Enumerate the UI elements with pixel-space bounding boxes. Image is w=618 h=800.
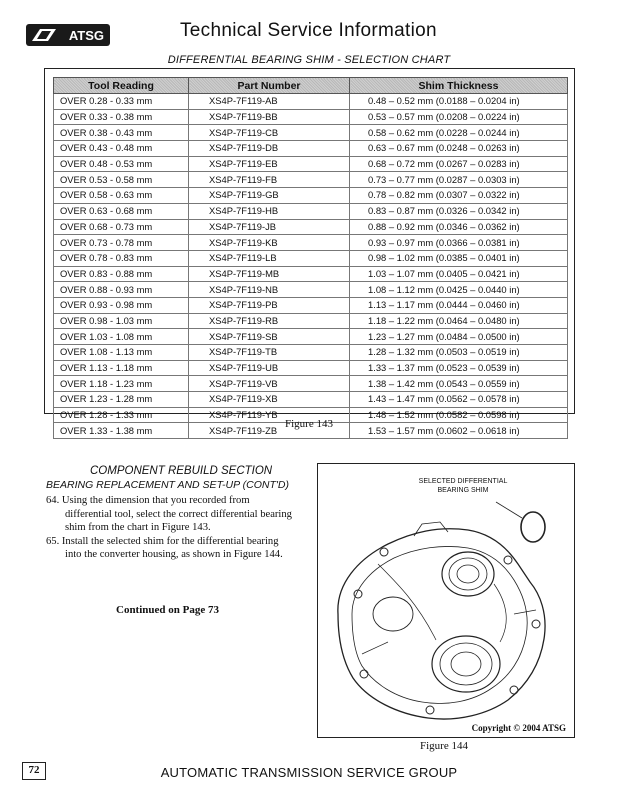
part-number-cell: XS4P-7F119-KB — [189, 235, 350, 251]
tool-reading-cell: OVER 1.18 - 1.23 mm — [54, 376, 189, 392]
shim-thickness-cell: 1.33 – 1.37 mm (0.0523 – 0.0539 in) — [350, 360, 568, 376]
tool-reading-cell: OVER 0.33 - 0.38 mm — [54, 109, 189, 125]
shim-thickness-cell: 0.58 – 0.62 mm (0.0228 – 0.0244 in) — [350, 125, 568, 141]
shim-thickness-cell: 1.23 – 1.27 mm (0.0484 – 0.0500 in) — [350, 329, 568, 345]
table-row — [54, 345, 568, 361]
part-number-cell: XS4P-7F119-BB — [189, 109, 350, 125]
tool-reading-cell: OVER 0.68 - 0.73 mm — [54, 219, 189, 235]
part-number-cell: XS4P-7F119-MB — [189, 266, 350, 282]
shim-thickness-cell: 1.43 – 1.47 mm (0.0562 – 0.0578 in) — [350, 392, 568, 408]
part-number-cell: XS4P-7F119-PB — [189, 297, 350, 313]
shim-thickness-cell: 1.38 – 1.42 mm (0.0543 – 0.0559 in) — [350, 376, 568, 392]
tool-reading-cell: OVER 0.83 - 0.88 mm — [54, 266, 189, 282]
tool-reading-cell: OVER 0.98 - 1.03 mm — [54, 313, 189, 329]
part-number-cell: XS4P-7F119-GB — [189, 188, 350, 204]
shim-thickness-cell: 0.98 – 1.02 mm (0.0385 – 0.0401 in) — [350, 250, 568, 266]
shim-thickness-cell: 1.53 – 1.57 mm (0.0602 – 0.0618 in) — [350, 423, 568, 439]
part-number-cell: XS4P-7F119-ZB — [189, 423, 350, 439]
tool-reading-cell: OVER 0.53 - 0.58 mm — [54, 172, 189, 188]
table-row — [54, 266, 568, 282]
part-number-cell: XS4P-7F119-HB — [189, 203, 350, 219]
part-number-cell: XS4P-7F119-VB — [189, 376, 350, 392]
table-row — [54, 141, 568, 157]
converter-housing-illustration — [318, 464, 573, 736]
tool-reading-cell: OVER 1.23 - 1.28 mm — [54, 392, 189, 408]
column-header-part-number: Part Number — [189, 78, 350, 94]
part-number-cell: XS4P-7F119-EB — [189, 156, 350, 172]
tool-reading-cell: OVER 1.13 - 1.18 mm — [54, 360, 189, 376]
figure-143-caption: Figure 143 — [285, 418, 333, 430]
tool-reading-cell: OVER 0.58 - 0.63 mm — [54, 188, 189, 204]
tool-reading-cell: OVER 0.28 - 0.33 mm — [54, 94, 189, 110]
tool-reading-cell: OVER 0.88 - 0.93 mm — [54, 282, 189, 298]
shim-thickness-cell: 0.73 – 0.77 mm (0.0287 – 0.0303 in) — [350, 172, 568, 188]
section-title: COMPONENT REBUILD SECTION — [90, 465, 273, 477]
part-number-cell: XS4P-7F119-DB — [189, 141, 350, 157]
table-row — [54, 109, 568, 125]
part-number-cell: XS4P-7F119-FB — [189, 172, 350, 188]
tool-reading-cell: OVER 0.38 - 0.43 mm — [54, 125, 189, 141]
table-header-row — [54, 78, 568, 94]
atsg-logo-mark-icon — [31, 28, 57, 42]
column-header-tool-reading: Tool Reading — [54, 78, 189, 94]
section-subtitle: BEARING REPLACEMENT AND SET-UP (CONT'D) — [46, 479, 289, 491]
table-row — [54, 360, 568, 376]
table-row — [54, 329, 568, 345]
table-row — [54, 94, 568, 110]
table-row — [54, 282, 568, 298]
table-row — [54, 156, 568, 172]
part-number-cell: XS4P-7F119-XB — [189, 392, 350, 408]
tool-reading-cell: OVER 0.48 - 0.53 mm — [54, 156, 189, 172]
figure-144-caption: Figure 144 — [420, 740, 468, 752]
table-row — [54, 125, 568, 141]
table-row — [54, 297, 568, 313]
shim-thickness-cell: 0.63 – 0.67 mm (0.0248 – 0.0263 in) — [350, 141, 568, 157]
tool-reading-cell: OVER 0.93 - 0.98 mm — [54, 297, 189, 313]
shim-thickness-cell: 0.68 – 0.72 mm (0.0267 – 0.0283 in) — [350, 156, 568, 172]
shim-callout-label: SELECTED DIFFERENTIAL BEARING SHIM — [418, 478, 508, 494]
table-body — [54, 94, 568, 439]
part-number-cell: XS4P-7F119-YB — [189, 407, 350, 423]
tool-reading-cell: OVER 0.63 - 0.68 mm — [54, 203, 189, 219]
chart-title: DIFFERENTIAL BEARING SHIM - SELECTION CHART — [167, 54, 451, 66]
tool-reading-cell: OVER 1.08 - 1.13 mm — [54, 345, 189, 361]
part-number-cell: XS4P-7F119-AB — [189, 94, 350, 110]
table-row — [54, 250, 568, 266]
footer-text: AUTOMATIC TRANSMISSION SERVICE GROUP — [160, 765, 458, 780]
logo-text: ATSG — [68, 27, 104, 43]
table-row — [54, 172, 568, 188]
step-65: 65. Install the selected shim for the differential bearing into the converter housing, as shown in Figure 144. — [46, 535, 283, 561]
part-number-cell: XS4P-7F119-TB — [189, 345, 350, 361]
tool-reading-cell: OVER 0.78 - 0.83 mm — [54, 250, 189, 266]
copyright-notice: Copyright © 2004 ATSG — [471, 723, 566, 733]
part-number-cell: XS4P-7F119-CB — [189, 125, 350, 141]
table-row — [54, 235, 568, 251]
tool-reading-cell: OVER 0.43 - 0.48 mm — [54, 141, 189, 157]
part-number-cell: XS4P-7F119-RB — [189, 313, 350, 329]
shim-thickness-cell: 0.78 – 0.82 mm (0.0307 – 0.0322 in) — [350, 188, 568, 204]
page-header-title: Technical Service Information — [180, 20, 437, 41]
tool-reading-cell: OVER 0.73 - 0.78 mm — [54, 235, 189, 251]
tool-reading-cell: OVER 1.28 - 1.33 mm — [54, 407, 189, 423]
part-number-cell: XS4P-7F119-LB — [189, 250, 350, 266]
part-number-cell: XS4P-7F119-SB — [189, 329, 350, 345]
tool-reading-cell: OVER 1.03 - 1.08 mm — [54, 329, 189, 345]
atsg-logo — [26, 24, 110, 46]
shim-thickness-cell: 0.88 – 0.92 mm (0.0346 – 0.0362 in) — [350, 219, 568, 235]
shim-thickness-cell: 1.28 – 1.32 mm (0.0503 – 0.0519 in) — [350, 345, 568, 361]
part-number-cell: XS4P-7F119-NB — [189, 282, 350, 298]
shim-thickness-cell: 1.48 – 1.52 mm (0.0582 – 0.0598 in) — [350, 407, 568, 423]
table-row — [54, 219, 568, 235]
shim-thickness-cell: 1.08 – 1.12 mm (0.0425 – 0.0440 in) — [350, 282, 568, 298]
shim-thickness-cell: 0.48 – 0.52 mm (0.0188 – 0.0204 in) — [350, 94, 568, 110]
bearing-shim-ring-icon — [521, 512, 545, 542]
shim-thickness-cell: 1.03 – 1.07 mm (0.0405 – 0.0421 in) — [350, 266, 568, 282]
figure-144-frame — [317, 463, 575, 738]
table-row — [54, 313, 568, 329]
table-row — [54, 203, 568, 219]
table-row — [54, 392, 568, 408]
shim-selection-table — [53, 77, 568, 439]
procedure-steps — [46, 494, 296, 562]
shim-thickness-cell: 0.83 – 0.87 mm (0.0326 – 0.0342 in) — [350, 203, 568, 219]
column-header-shim-thickness: Shim Thickness — [350, 78, 568, 94]
tool-reading-cell: OVER 1.33 - 1.38 mm — [54, 423, 189, 439]
page-number: 72 — [22, 762, 46, 780]
part-number-cell: XS4P-7F119-JB — [189, 219, 350, 235]
shim-thickness-cell: 1.13 – 1.17 mm (0.0444 – 0.0460 in) — [350, 297, 568, 313]
shim-thickness-cell: 1.18 – 1.22 mm (0.0464 – 0.0480 in) — [350, 313, 568, 329]
step-64: 64. Using the dimension that you recorded from differential tool, select the correct differential bearing shim from the chart in Figure 143. — [46, 495, 292, 534]
table-row — [54, 188, 568, 204]
shim-thickness-cell: 0.53 – 0.57 mm (0.0208 – 0.0224 in) — [350, 109, 568, 125]
table-row — [54, 376, 568, 392]
shim-thickness-cell: 0.93 – 0.97 mm (0.0366 – 0.0381 in) — [350, 235, 568, 251]
continued-note: Continued on Page 73 — [116, 604, 219, 616]
part-number-cell: XS4P-7F119-UB — [189, 360, 350, 376]
